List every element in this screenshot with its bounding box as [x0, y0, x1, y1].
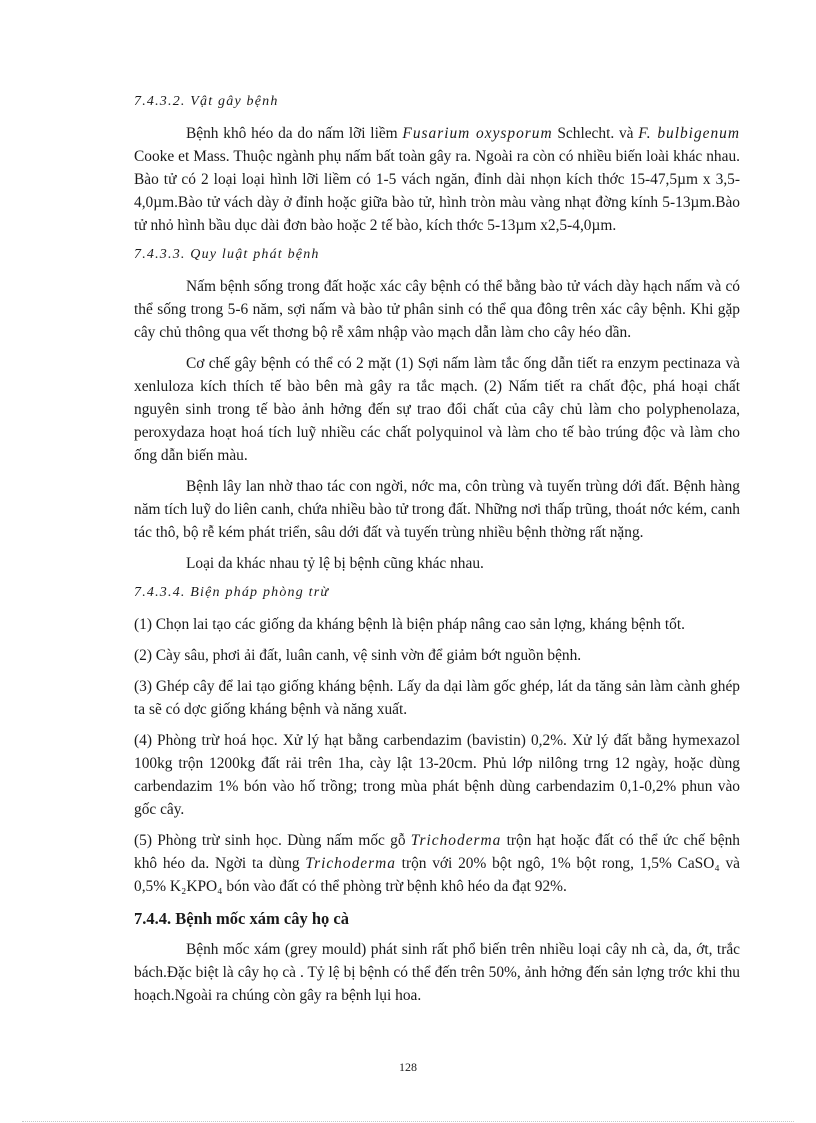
- page-bottom-divider: [22, 1121, 794, 1122]
- paragraph-pathogen: [134, 122, 740, 237]
- measure-5: [134, 829, 740, 898]
- text-run: Bệnh khô héo da do nấm lỡi liềm: [186, 125, 403, 142]
- text-run: Schlecht. và: [552, 125, 639, 142]
- measure-1: (1) Chọn lai tạo các giống da kháng bệnh là biện pháp nâng cao sản lợng, kháng bệnh tốt.: [134, 616, 685, 633]
- species-name: Trichoderma: [305, 855, 396, 872]
- text-run: Cooke et Mass. Thuộc ngành phụ nấm bất toàn gây ra. Ngoài ra còn có nhiều biến loài khác nhau. Bào tử có 2 loại loại hình lỡi liềm có 1-5 vách ngăn, đỉnh dài nhọn kích thớc 15-47,5µm x 3,5-4,0µm.Bào tử vách dày ở đỉnh hoặc giữa bào tử, hình tròn màu vàng nhạt đờng kính 5-13µm.Bào tử nhỏ hình bầu dục dài đơn bào hoặc 2 tế bào, kích thớc 5-13µm x2,5-4,0µm.: [134, 148, 740, 234]
- paragraph-survival: Nấm bệnh sống trong đất hoặc xác cây bệnh có thể bằng bào tử vách dày hạch nấm và có thể sống trong 5-6 năm, sợi nấm và bào tử phân sinh có thể qua đông trên xác cây bệnh. Khi gặp cây chủ thông qua vết thơng bộ rễ xâm nhập vào mạch dẫn làm cho cây héo dần.: [134, 278, 740, 341]
- heading-7434: 7.4.3.4. Biện pháp phòng trừ: [134, 585, 330, 600]
- measure-2: (2) Cày sâu, phơi ải đất, luân canh, vệ sinh vờn để giảm bớt nguồn bệnh.: [134, 647, 582, 664]
- paragraph-varieties: Loại da khác nhau tỷ lệ bị bệnh cũng khác nhau.: [186, 555, 484, 572]
- measure-3: (3) Ghép cây để lai tạo giống kháng bệnh. Lấy da dại làm gốc ghép, lát da tăng sản làm cành ghép ta sẽ có dợc giống kháng bệnh và năng xuất.: [134, 678, 740, 718]
- paragraph-spread: Bệnh lây lan nhờ thao tác con ngời, nớc ma, côn trùng và tuyến trùng dới đất. Bệnh hàng năm tích luỹ do liên canh, chứa nhiều bào tử trong đất. Những nơi thấp trũng, thoát nớc kém, canh tác thô, bộ rễ kém phát triển, sâu dới đất và tuyến trùng nhiều bệnh thờng rất nặng.: [134, 478, 740, 541]
- text-run: trộn hạt hoặc đất có thể ức chế bệnh khô héo da. Ngời ta dùng: [134, 832, 740, 872]
- heading-7433: 7.4.3.3. Quy luật phát bệnh: [134, 247, 320, 262]
- paragraph-mechanism: Cơ chế gây bệnh có thể có 2 mặt (1) Sợi nấm làm tắc ống dẫn tiết ra enzym pectinaza và xenluloza kích thích tế bào bên mà gây ra tắc mạch. (2) Nấm tiết ra chất độc, phá hoại chất nguyên sinh trong tế bào ảnh hởng đến sự trao đổi chất của cây chủ làm cho polyphenolaza, peroxydaza hoạt hoá tích luỹ nhiều các chất polyquinol và làm cho tế bào trúng độc và làm cho ống dẫn biến màu.: [134, 355, 740, 464]
- heading-744: 7.4.4. Bệnh mốc xám cây họ cà: [134, 909, 349, 928]
- document-page: [134, 92, 740, 1015]
- page-number: 128: [399, 1060, 417, 1074]
- species-name: F. bulbigenum: [638, 125, 740, 142]
- measure-4: (4) Phòng trừ hoá học. Xử lý hạt bằng carbendazim (bavistin) 0,2%. Xử lý đất bằng hymexazol 100kg trộn 1200kg đất rải trên 1ha, cày lật 13-20cm. Phủ lớp nilông trng 12 ngày, hoặc dùng carbendazim 1% bón vào hố trồng; trong mùa phát bệnh dùng carbendazim 0,1-0,2% phun vào gốc cây.: [134, 732, 740, 818]
- species-name: Fusarium oxysporum: [402, 125, 553, 142]
- species-name: Trichoderma: [410, 832, 502, 849]
- paragraph-grey-mould: Bệnh mốc xám (grey mould) phát sinh rất phổ biến trên nhiều loại cây nh cà, da, ớt, trắc bách.Đặc biệt là cây họ cà . Tỷ lệ bị bệnh có thể đến trên 50%, ảnh hởng đến sản lợng trớc khi thu hoạch.Ngoài ra chúng còn gây ra bệnh lụi hoa.: [134, 941, 740, 1004]
- text-run: (5) Phòng trừ sinh học. Dùng nấm mốc gỗ: [134, 832, 411, 849]
- heading-7432: 7.4.3.2. Vật gây bệnh: [134, 94, 279, 109]
- text-run: trộn với 20% bột ngô, 1% bột rong, 1,5% CaSO₄ và 0,5% K₂KPO₄ bón vào đất có thể phòng trừ bệnh khô héo da đạt 92%.: [134, 855, 740, 895]
